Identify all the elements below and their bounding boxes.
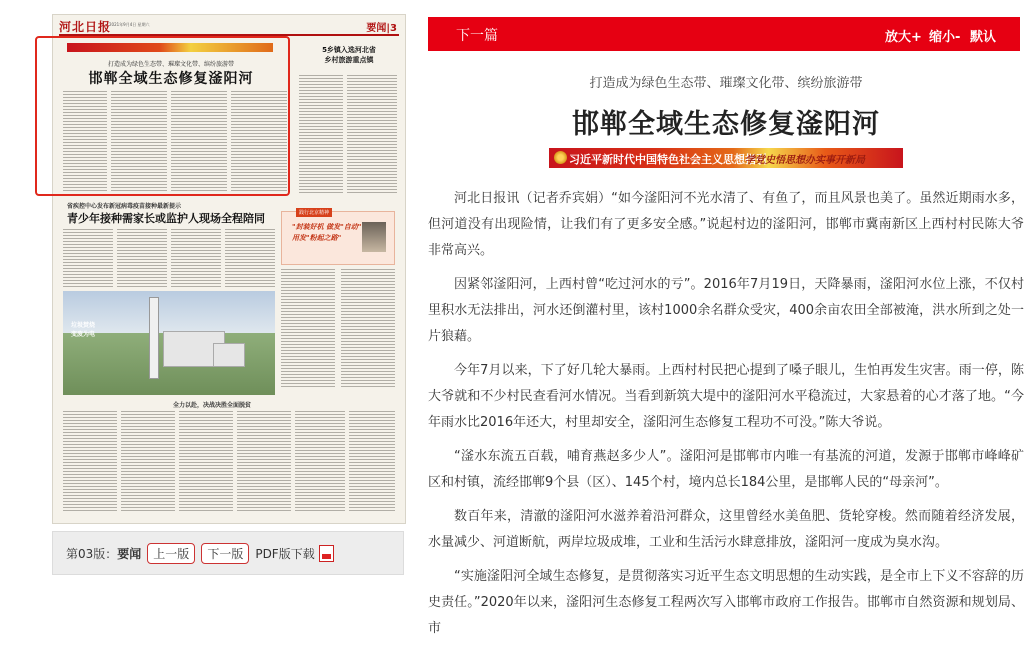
thumb-text-column [341, 269, 395, 389]
article-paragraph: “滏水东流五百载，哺育燕赵多少人”。滏阳河是邯郸市内唯一有基流的河道，发源于邯郸市峰峰矿区和村镇，流经邯郸9个县（区）、145个村，境内总长184公里，是邯郸人民的“母亲河”。 [428, 449, 1024, 490]
thumb-text-column [281, 269, 335, 389]
thumb-text-column [117, 229, 167, 287]
thumb-photo-power-plant: 垃圾焚烧 变废为电 [63, 291, 275, 395]
thumb-text-column [63, 411, 117, 511]
article-subhead: 打造成为绿色生态带、璀璨文化带、缤纷旅游带 [589, 76, 863, 91]
page-navigation-bar [52, 531, 404, 575]
article-paragraph: 数百年来，清澈的滏阳河水滋养着沿河群众，这里曾经水美鱼肥、货轮穿梭。然而随着经济发展，水量减少、河道断航，两岸垃圾成堆，工业和生活污水肆意排放，滏阳河一度成为臭水沟。 [428, 509, 1024, 550]
selected-article-highlight[interactable] [35, 36, 290, 196]
next-article-link[interactable]: 下一篇 [456, 28, 498, 44]
prev-page-button[interactable]: 上一版 [147, 543, 195, 564]
emblem-icon [554, 151, 567, 164]
zoom-in-button[interactable]: 放大+ [885, 30, 922, 45]
pdf-icon [319, 545, 334, 562]
thumb-section-title: 青少年接种需家长或监护人现场全程陪同 [67, 212, 265, 225]
article-paragraph: 河北日报讯（记者乔宾娟）“如今滏阳河不光水清了、有鱼了，而且风景也美了。虽然近期雨水多，但河道没有出现险情，让我们有了更多安全感。”说起村边的滏阳河，邯郸市冀南新区上西村村民陈大爷非常高兴。 [428, 191, 1024, 258]
thumb-text-column [171, 229, 221, 287]
portrait-photo [362, 222, 386, 252]
pdf-download-link[interactable] [255, 545, 333, 562]
thumb-side-headline: 5乡镇入选河北省 乡村旅游重点镇 [322, 46, 376, 64]
article-paragraph: 因紧邻滏阳河，上西村曾“吃过河水的亏”。2016年7月19日，天降暴雨，滏阳河水位上涨，不仅村里积水无法排出，河水还倒灌村里，该村1000余名群众受灾，400余亩农田全部被淹，洪水所到之处一片狼藉。 [428, 277, 1024, 344]
thumb-text-column [349, 411, 395, 511]
article-paragraph: 今年7月以来，下了好几轮大暴雨。上西村村民把心提到了嗓子眼儿，生怕再发生灾害。雨一停，陈大爷就和不少村民查看河水情况。当看到新筑大堤中的滏阳河水平稳流过，大家悬着的心才落了地。“今年雨水比2016年还大，村里却安全，滏阳河生态修复工程功不可没。”陈大爷说。 [428, 363, 1024, 430]
thumb-lower-section-title: 全力以赴，决战决胜全面脱贫 [173, 402, 252, 409]
article-banner-image: 习近平新时代中国特色社会主义思想指引 学党史悟思想办实事开新局 [549, 148, 903, 168]
article-headline: 邯郸全域生态修复滏阳河 [572, 109, 880, 140]
masthead-date: 2021年9月4日 星期六 [109, 22, 150, 27]
thumb-text-column [299, 75, 343, 195]
thumb-callout-box: 践行北京精神 "封装好机 做发"自动" 用发"粉起之路" [281, 211, 395, 265]
masthead: 河北日报 [59, 20, 112, 34]
article-content [428, 51, 1024, 636]
page-label: 第03版：要闻 [66, 546, 142, 561]
next-page-button[interactable]: 下一版 [201, 543, 249, 564]
thumb-section-kicker: 省疾控中心发布新冠病毒疫苗接种最新提示 [67, 203, 182, 210]
article-body [428, 186, 1024, 650]
thumb-text-column [295, 411, 345, 511]
pdf-download-label: PDF版下载 [255, 546, 315, 561]
thumb-text-column [121, 411, 175, 511]
thumb-text-column [63, 229, 113, 287]
thumb-main-title: 邯郸全域生态修复滏阳河 [88, 71, 254, 87]
zoom-out-button[interactable]: 缩小- [929, 30, 961, 45]
thumb-subhead: 打造成为绿色生态带、璀璨文化带、缤纷旅游带 [107, 61, 234, 68]
page-tag: 要闻|3 [366, 23, 397, 34]
thumb-text-column [225, 229, 275, 287]
article-paragraph: “实施滏阳河全域生态修复，是贯彻落实习近平生态文明思想的生动实践，是全市上下义不容辞的历史责任。”2020年以来，滏阳河生态修复工程两次写入邯郸市政府工作报告。邯郸市自然资源和规划局、市 [428, 569, 1024, 636]
default-size-button[interactable]: 默认 [970, 30, 997, 45]
article-toolbar [428, 17, 1020, 51]
thumb-text-column [347, 75, 397, 195]
thumb-text-column [237, 411, 291, 511]
thumb-text-column [179, 411, 233, 511]
